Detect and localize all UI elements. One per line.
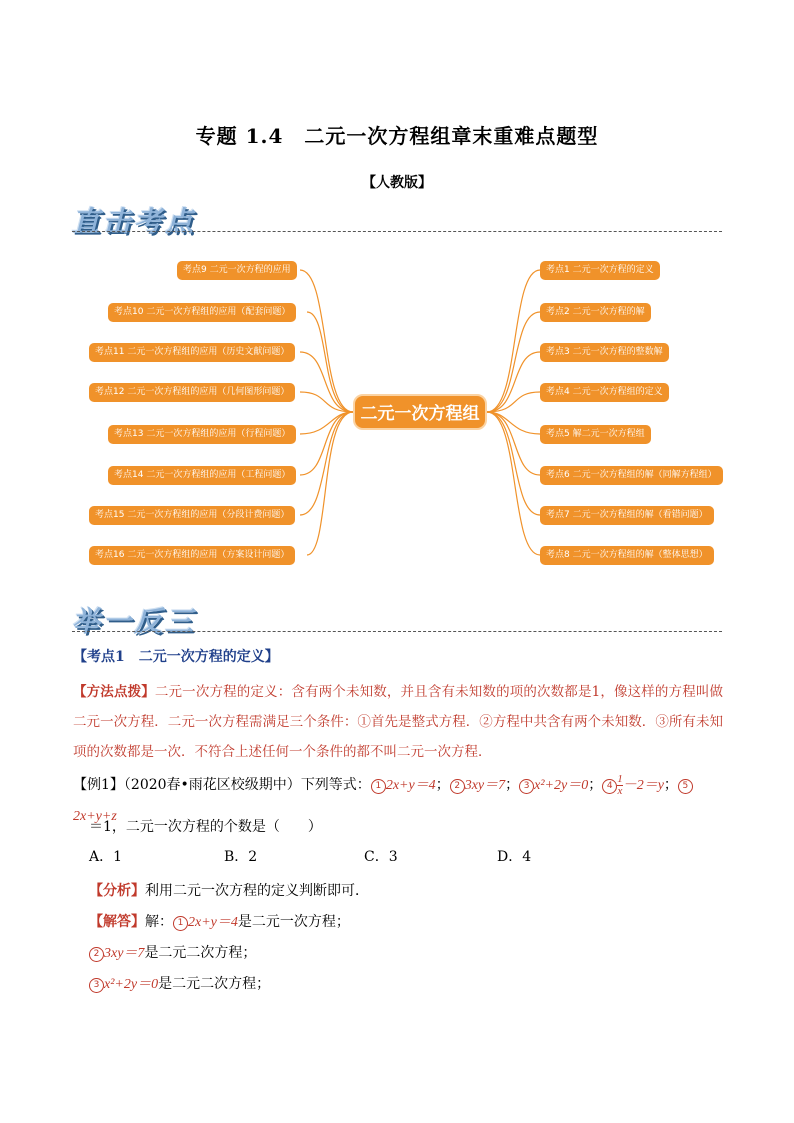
knowledge-point-title: 【考点1 二元一次方程的定义】	[73, 649, 279, 665]
answer-text-1: 是二元一次方程；	[237, 914, 350, 930]
circled-number-2: 2	[89, 947, 104, 962]
dashed-rule	[72, 631, 722, 632]
option-d: D．4	[497, 849, 532, 865]
option-c: C．3	[364, 849, 398, 865]
mindmap-node-right: 考点1 二元一次方程的定义	[540, 261, 660, 280]
mindmap-node-left: 考点12 二元一次方程组的应用（几何图形问题）	[89, 383, 295, 402]
page-title: 专题 1.4 二元一次方程组章末重难点题型	[195, 124, 599, 148]
analysis-tag: 【分析】	[89, 883, 145, 899]
section-banner-text: 直击考点	[72, 205, 197, 238]
mindmap-node-right: 考点7 二元一次方程组的解（看错问题）	[540, 506, 714, 525]
answer-line-2	[89, 938, 369, 969]
fraction-numerator: 1	[617, 772, 623, 785]
circled-number-1: 1	[371, 779, 386, 794]
mindmap-node-left: 考点9 二元一次方程的应用	[177, 261, 297, 280]
section-banner-text: 举一反三	[72, 605, 197, 638]
answer-eq-1: 2x+y＝4	[188, 915, 238, 930]
equation-3: x²+2y＝0	[534, 778, 589, 793]
answer-intro: 解：	[145, 914, 173, 930]
answer-tag: 【解答】	[89, 914, 145, 930]
equation-1: 2x+y＝4	[385, 778, 436, 793]
mindmap-node-right: 考点3 二元一次方程的整数解	[540, 343, 669, 362]
circled-number-2: 2	[450, 779, 465, 794]
mindmap-node-left: 考点13 二元一次方程组的应用（行程问题）	[108, 425, 296, 444]
equation-5: 2x+y+z	[73, 809, 117, 824]
answer-text-3: 是二元二次方程；	[158, 976, 271, 992]
answer-text-2: 是二元二次方程；	[144, 945, 257, 961]
method-tag: 【方法点拨】	[73, 684, 155, 700]
equation-4-rest: －2＝y	[622, 778, 664, 793]
section-header-direct	[72, 200, 722, 238]
option-b: B．2	[224, 849, 258, 865]
mindmap-node-left: 考点11 二元一次方程组的应用（历史文献问题）	[89, 343, 295, 362]
page-subtitle: 【人教版】	[362, 175, 432, 191]
mind-map	[0, 250, 794, 580]
mindmap-node-right: 考点2 二元一次方程的解	[540, 303, 651, 322]
answer-line-1	[89, 907, 369, 938]
analysis-block	[89, 876, 369, 1000]
mindmap-node-right: 考点5 解二元一次方程组	[540, 425, 651, 444]
example-label: 【例1】	[73, 777, 124, 793]
equation-2: 3xy＝7	[464, 778, 506, 793]
circled-number-5: 5	[678, 779, 693, 794]
circled-number-1: 1	[173, 916, 188, 931]
mindmap-node-right: 考点4 二元一次方程组的定义	[540, 383, 669, 402]
answer-line-3	[89, 969, 369, 1000]
answer-eq-3: x²+2y＝0	[104, 977, 159, 992]
mindmap-node-left: 考点14 二元一次方程组的应用（工程问题）	[108, 466, 296, 485]
mindmap-node-left: 考点10 二元一次方程组的应用（配套问题）	[108, 303, 296, 322]
analysis-text: 利用二元一次方程的定义判断即可．	[145, 883, 369, 899]
fraction-denominator: x	[617, 784, 623, 797]
circled-number-3: 3	[519, 779, 534, 794]
mindmap-node-left: 考点16 二元一次方程组的应用（方案设计问题）	[89, 546, 295, 565]
answer-eq-2: 3xy＝7	[104, 946, 145, 961]
circled-number-3: 3	[89, 978, 104, 993]
analysis-line	[89, 876, 369, 907]
circled-number-4: 4	[602, 779, 617, 794]
mindmap-node-left: 考点15 二元一次方程组的应用（分段计费问题）	[89, 506, 295, 525]
example-question: 【例1】（2020春•雨花区校级期中）下列等式： 1 2x+y＝4； 2 3xy＝7； 3 x²+2y＝0； 4 $\frac{1}{x}$ －2＝y； 52x+y+z	[73, 770, 733, 832]
dashed-rule	[72, 231, 722, 232]
example-prompt: 下列等式：	[300, 777, 371, 793]
example-question-line2: ＝1，二元一次方程的个数是（ ）	[89, 819, 322, 835]
method-tip	[73, 677, 723, 767]
mindmap-node-right: 考点6 二元一次方程组的解（同解方程组）	[540, 466, 723, 485]
section-header-practice	[72, 600, 722, 638]
example-source: （2020春•雨花区校级期中）	[123, 777, 301, 793]
mindmap-center-node: 二元一次方程组	[353, 394, 487, 430]
mindmap-node-right: 考点8 二元一次方程组的解（整体思想）	[540, 546, 714, 565]
option-a: A．1	[89, 849, 123, 865]
method-text: 二元一次方程的定义：含有两个未知数，并且含有未知数的项的次数都是1，像这样的方程叫做二元一次方程．二元一次方程需满足三个条件：①首先是整式方程．②方程中共含有两个未知数．③所有未知项的次数都是一次．不符合上述任何一个条件的都不叫二元一次方程．	[73, 684, 724, 760]
